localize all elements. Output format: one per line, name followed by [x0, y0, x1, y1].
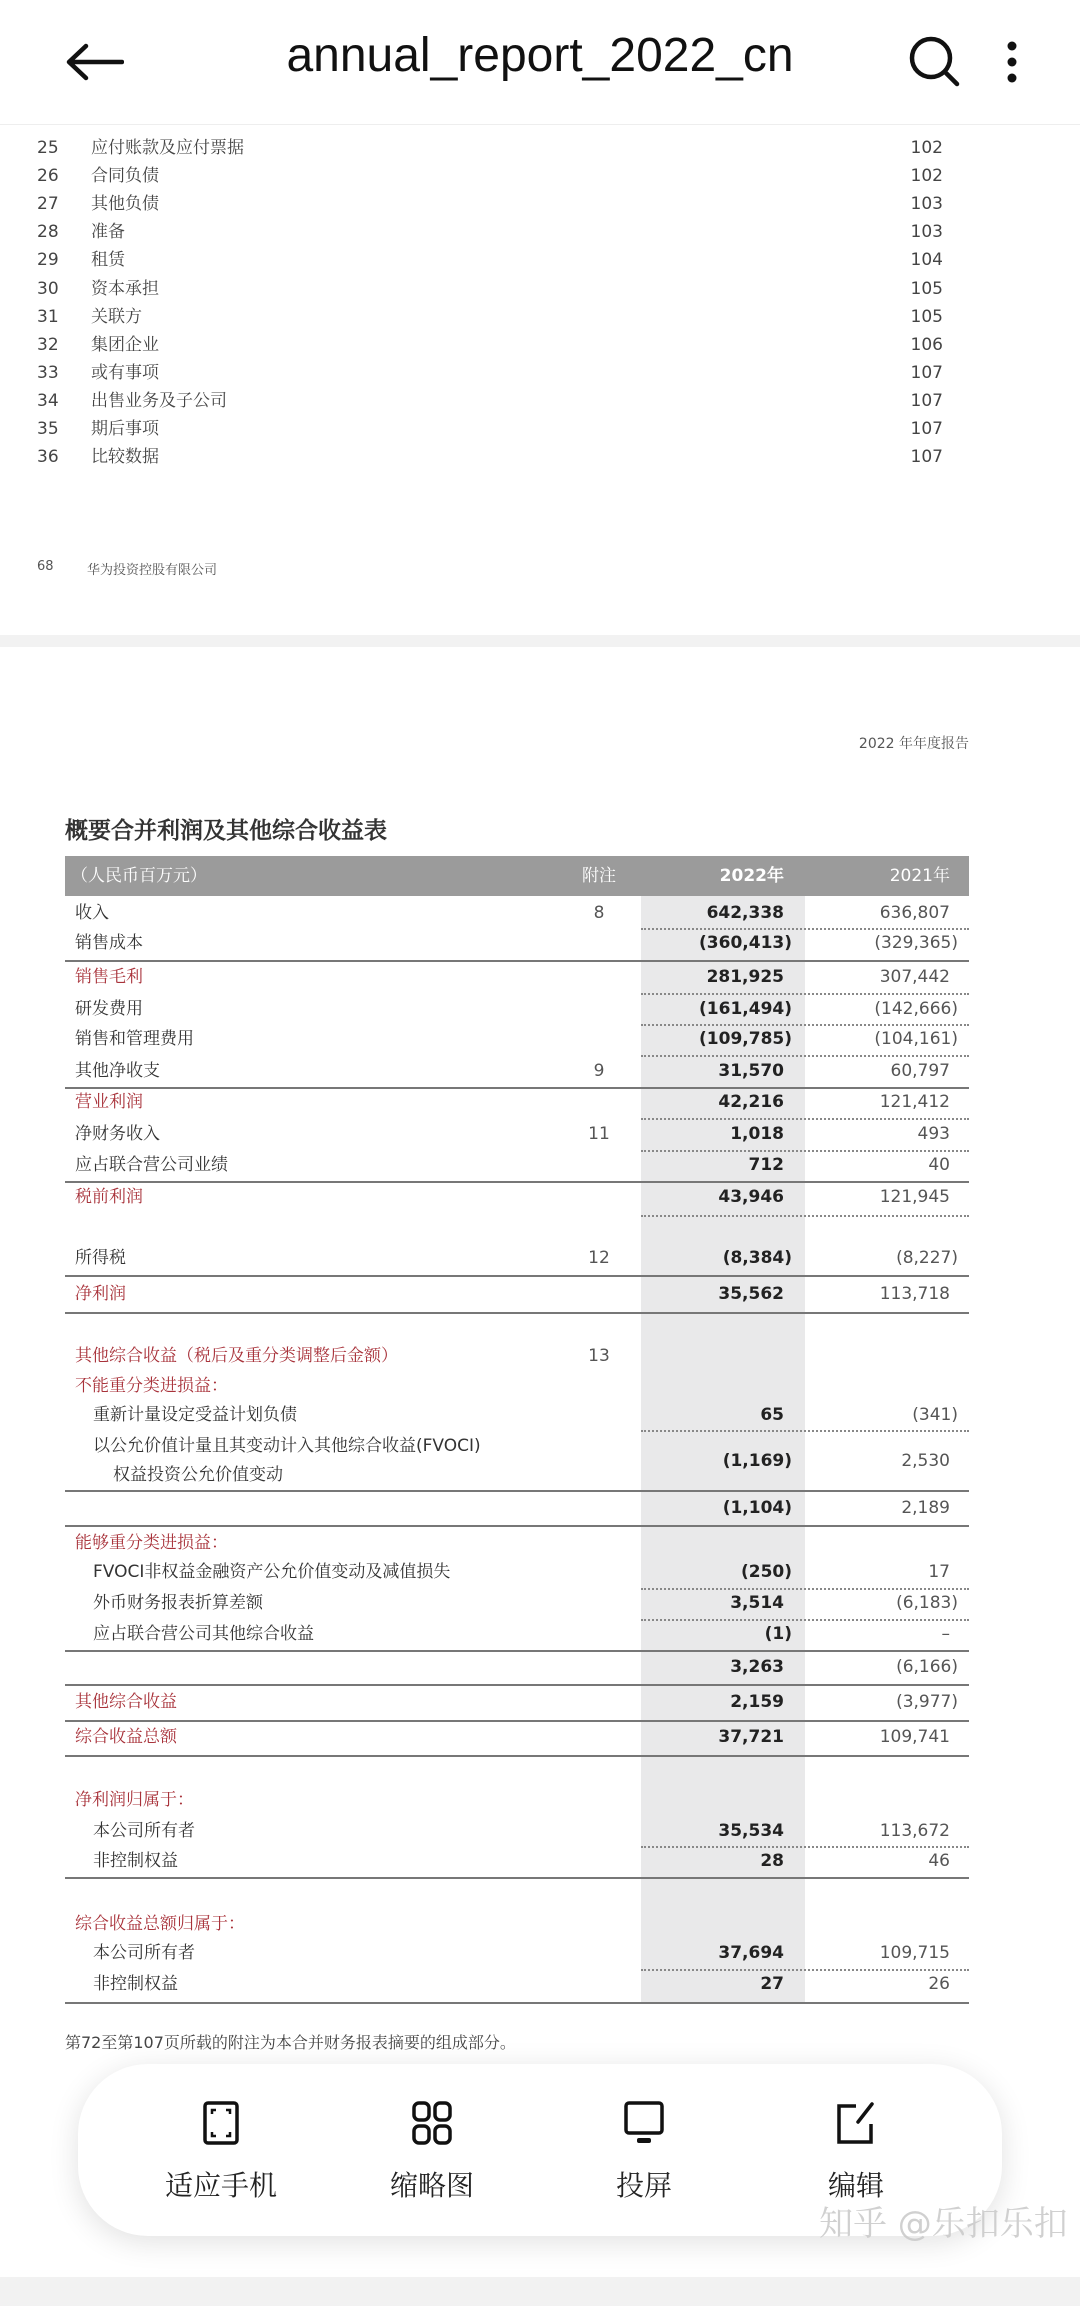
row-label: 非控制权益: [93, 1974, 178, 1994]
row-divider-solid: [65, 2002, 969, 2004]
value-2022: 43,946: [718, 1187, 784, 1207]
value-2021: 40: [928, 1155, 950, 1175]
toc-page: 103: [910, 222, 943, 243]
toc-item[interactable]: [0, 303, 1080, 331]
value-2022: 642,338: [706, 903, 784, 923]
row-note: 9: [593, 1061, 605, 1081]
value-2022: 65: [760, 1405, 784, 1425]
table-row: [65, 898, 969, 928]
toc-label: 或有事项: [91, 362, 159, 383]
fit-phone-button[interactable]: [141, 2100, 301, 2204]
toc-item[interactable]: [0, 275, 1080, 303]
toc-label: 应付账款及应付票据: [91, 138, 244, 158]
toc-number: 29: [37, 250, 59, 271]
row-note: 11: [588, 1124, 610, 1144]
toc-item[interactable]: [0, 190, 1080, 218]
fit-phone-icon: [201, 2100, 241, 2146]
toc-page: 105: [910, 278, 943, 299]
row-label: 销售和管理费用: [75, 1029, 194, 1049]
row-divider-solid: [65, 1684, 969, 1686]
toc-page: 103: [910, 194, 943, 215]
thumbnails-icon: [410, 2100, 454, 2146]
toc-number: 30: [37, 278, 59, 299]
table-row: [65, 1909, 969, 1939]
value-2022: 37,694: [718, 1943, 784, 1963]
toc-item[interactable]: [0, 246, 1080, 274]
row-note: 8: [593, 903, 605, 923]
value-2022: (161,494): [699, 999, 792, 1019]
row-label: 其他综合收益（税后及重分类调整后金额）: [75, 1346, 398, 1366]
toc-label: 其他负债: [91, 194, 159, 215]
table-row: [65, 1493, 969, 1523]
toc-page: 107: [910, 362, 943, 383]
table-row: [65, 1722, 969, 1752]
value-2021: (104,161): [874, 1029, 958, 1049]
row-divider-dotted: [641, 1430, 969, 1432]
thumbnails-label: 缩略图: [389, 2169, 474, 2202]
toc-number: 32: [37, 334, 59, 355]
value-2021: (142,666): [874, 999, 958, 1019]
toc-label: 合同负债: [91, 166, 159, 187]
toc-item[interactable]: [0, 218, 1080, 246]
toc-number: 27: [37, 194, 59, 215]
row-label-continued: 权益投资公允价值变动: [113, 1465, 283, 1485]
row-label: 综合收益总额: [75, 1727, 177, 1747]
value-2021: 493: [917, 1124, 950, 1144]
cast-screen-button[interactable]: [564, 2100, 724, 2204]
table-row: [65, 1938, 969, 1968]
row-label: 重新计量设定受益计划负债: [93, 1405, 297, 1425]
toc-item[interactable]: [0, 331, 1080, 359]
value-2022: 281,925: [706, 967, 784, 987]
table-row: [65, 962, 969, 992]
toc-item[interactable]: [0, 359, 1080, 387]
row-label: 非控制权益: [93, 1851, 178, 1871]
search-icon: [907, 34, 963, 90]
row-divider-solid: [65, 1525, 969, 1527]
footnote: 第72至第107页所载的附注为本合并财务报表摘要的组成部分。: [65, 2033, 516, 2052]
row-label: 本公司所有者: [93, 1943, 195, 1963]
row-note: 13: [588, 1346, 610, 1366]
row-label: 本公司所有者: [93, 1821, 195, 1841]
note-header: 附注: [582, 866, 616, 886]
page-separator: [0, 635, 1080, 647]
cast-screen-icon: [622, 2100, 666, 2146]
table-row: [65, 1619, 969, 1649]
document-title: annual_report_2022_cn: [286, 29, 794, 82]
fit-phone-label: 适应手机: [164, 2169, 277, 2202]
table-row: [65, 1024, 969, 1054]
table-row: [65, 1341, 969, 1371]
page-separator-bottom: [0, 2277, 1080, 2306]
app-header: [0, 0, 1080, 125]
row-divider-solid: [65, 1490, 969, 1492]
toc-item[interactable]: [0, 443, 1080, 471]
table-row: [65, 1816, 969, 1846]
table-row: [65, 1969, 969, 1999]
value-2021: (3,977): [896, 1692, 958, 1712]
toc-page: 106: [910, 334, 943, 355]
value-2022: 35,562: [718, 1284, 784, 1304]
row-label: 综合收益总额归属于：: [75, 1914, 245, 1934]
toc-number: 35: [37, 419, 59, 439]
value-2021: 636,807: [879, 903, 950, 923]
search-button[interactable]: [903, 30, 967, 94]
table-row: [65, 1528, 969, 1558]
table-row: [65, 1087, 969, 1117]
row-label: 销售成本: [75, 933, 143, 953]
toc-label: 集团企业: [91, 334, 159, 355]
value-2022: 37,721: [718, 1727, 784, 1747]
row-label: 应占联合营公司业绩: [75, 1155, 228, 1175]
table-row: [65, 1279, 969, 1309]
edit-icon: [834, 2100, 878, 2146]
year-2022-header: 2022年: [719, 866, 784, 886]
value-2021: (329,365): [874, 933, 958, 953]
table-row: [65, 1371, 969, 1401]
row-label: 收入: [75, 903, 109, 923]
row-label: 外币财务报表折算差额: [93, 1593, 263, 1613]
row-divider-solid: [65, 1755, 969, 1757]
toc-label: 资本承担: [91, 278, 159, 299]
value-2021: 46: [928, 1851, 950, 1871]
row-label: 其他综合收益: [75, 1692, 177, 1712]
value-2021: (341): [912, 1405, 958, 1425]
value-2022: (250): [740, 1562, 792, 1582]
row-label: 税前利润: [75, 1187, 143, 1207]
value-2022: (1): [764, 1624, 792, 1644]
page-number: 68: [37, 559, 54, 574]
value-2021: 26: [928, 1974, 950, 1994]
value-2021: 2,530: [901, 1451, 950, 1471]
value-2022: (1,169): [722, 1451, 792, 1471]
value-2021: –: [941, 1624, 950, 1644]
row-label: 净利润归属于：: [75, 1790, 194, 1810]
toc-number: 33: [37, 362, 59, 383]
value-2021: 307,442: [879, 967, 950, 987]
table-row: [65, 1400, 969, 1430]
toc-page: 107: [910, 419, 943, 439]
value-2022: 3,263: [730, 1657, 784, 1677]
toc-item[interactable]: [0, 134, 1080, 162]
more-vertical-icon: [1002, 40, 1022, 84]
value-2022: (360,413): [699, 933, 792, 953]
table-row: [65, 1652, 969, 1682]
edit-button[interactable]: [776, 2100, 936, 2204]
cast-screen-label: 投屏: [615, 2169, 672, 2202]
toc-label: 租赁: [91, 250, 125, 271]
value-2021: 113,718: [879, 1284, 950, 1304]
value-2022: 3,514: [730, 1593, 784, 1613]
value-2022: 28: [760, 1851, 784, 1871]
value-2021: 121,412: [879, 1092, 950, 1112]
value-2021: 109,741: [879, 1727, 950, 1747]
row-divider-solid: [65, 1312, 969, 1314]
table-row: [65, 1119, 969, 1149]
value-2021: (8,227): [896, 1248, 958, 1268]
row-label: 能够重分类进损益：: [75, 1533, 228, 1553]
toc-number: 31: [37, 306, 59, 327]
row-label: 以公允价值计量且其变动计入其他综合收益(FVOCI): [93, 1436, 481, 1456]
running-header: 2022 年年度报告: [858, 736, 969, 752]
row-label: 不能重分类进损益：: [75, 1376, 228, 1396]
value-2021: 121,945: [879, 1187, 950, 1207]
table-row: [65, 1150, 969, 1180]
toc-item[interactable]: [0, 387, 1080, 415]
toc-label: 期后事项: [91, 419, 159, 439]
statement-title: 概要合并利润及其他综合收益表: [65, 818, 387, 844]
row-label: 净财务收入: [75, 1124, 160, 1144]
value-2021: 60,797: [890, 1061, 950, 1081]
toc-page: 107: [910, 390, 943, 411]
row-label: 营业利润: [75, 1092, 143, 1112]
table-row: [65, 1785, 969, 1815]
toc-page: 104: [910, 250, 943, 271]
value-2021: (6,183): [896, 1593, 958, 1613]
row-label: 所得税: [75, 1248, 126, 1268]
value-2021: 109,715: [879, 1943, 950, 1963]
unit-header: （人民币百万元）: [71, 866, 207, 886]
table-row: [65, 1588, 969, 1618]
value-2021: 17: [928, 1562, 950, 1582]
year-2021-header: 2021年: [889, 866, 950, 886]
value-2022: (8,384): [722, 1248, 792, 1268]
row-note: 12: [588, 1248, 610, 1268]
value-2022: 31,570: [718, 1061, 784, 1081]
row-label: 其他净收支: [75, 1061, 160, 1081]
company-name: 华为投资控股有限公司: [87, 563, 218, 578]
toc-page: 102: [910, 138, 943, 158]
toc-page: 102: [910, 166, 943, 187]
toc-number: 28: [37, 222, 59, 243]
toc-number: 34: [37, 390, 59, 411]
row-divider-solid: [65, 1877, 969, 1879]
row-label: 净利润: [75, 1284, 126, 1304]
value-2022: 1,018: [730, 1124, 784, 1144]
row-label: 销售毛利: [75, 967, 143, 987]
toc-page: 107: [910, 447, 943, 468]
watermark: 知乎 @乐扣乐扣: [819, 2204, 1068, 2244]
table-row: [65, 1557, 969, 1587]
value-2022: 27: [760, 1974, 784, 1994]
row-divider-solid: [65, 1275, 969, 1277]
edit-label: 编辑: [827, 2169, 884, 2202]
table-row: [65, 928, 969, 958]
row-label: 研发费用: [75, 999, 143, 1019]
table-row: [65, 1436, 969, 1485]
row-label: 应占联合营公司其他综合收益: [93, 1624, 314, 1644]
toc-label: 关联方: [91, 306, 142, 327]
value-2022: 42,216: [718, 1092, 784, 1112]
toc-number: 26: [37, 166, 59, 187]
toc-number: 36: [37, 447, 59, 468]
value-2022: 2,159: [730, 1692, 784, 1712]
toc-item[interactable]: [0, 162, 1080, 190]
value-2022: (1,104): [722, 1498, 792, 1518]
value-2021: (6,166): [896, 1657, 958, 1677]
toc-page: 105: [910, 306, 943, 327]
table-row: [65, 994, 969, 1024]
table-row: [65, 1056, 969, 1086]
thumbnails-button[interactable]: [352, 2100, 512, 2204]
value-2022: (109,785): [699, 1029, 792, 1049]
value-2022: 35,534: [718, 1821, 784, 1841]
toc-label: 准备: [91, 222, 125, 243]
table-row: [65, 1846, 969, 1876]
toc-label: 比较数据: [91, 447, 159, 468]
value-2021: 2,189: [901, 1498, 950, 1518]
row-label: FVOCI非权益金融资产公允价值变动及减值损失: [93, 1562, 451, 1582]
value-2022: 712: [748, 1155, 784, 1175]
table-row: [65, 1243, 969, 1273]
table-row: [65, 1687, 969, 1717]
toc-number: 25: [37, 138, 59, 158]
table-header: [65, 856, 969, 896]
toc-item[interactable]: [0, 415, 1080, 443]
row-divider-dotted: [641, 1215, 969, 1217]
value-2021: 113,672: [879, 1821, 950, 1841]
toc-label: 出售业务及子公司: [91, 390, 227, 411]
more-options-button[interactable]: [980, 30, 1044, 94]
table-row: [65, 1182, 969, 1212]
